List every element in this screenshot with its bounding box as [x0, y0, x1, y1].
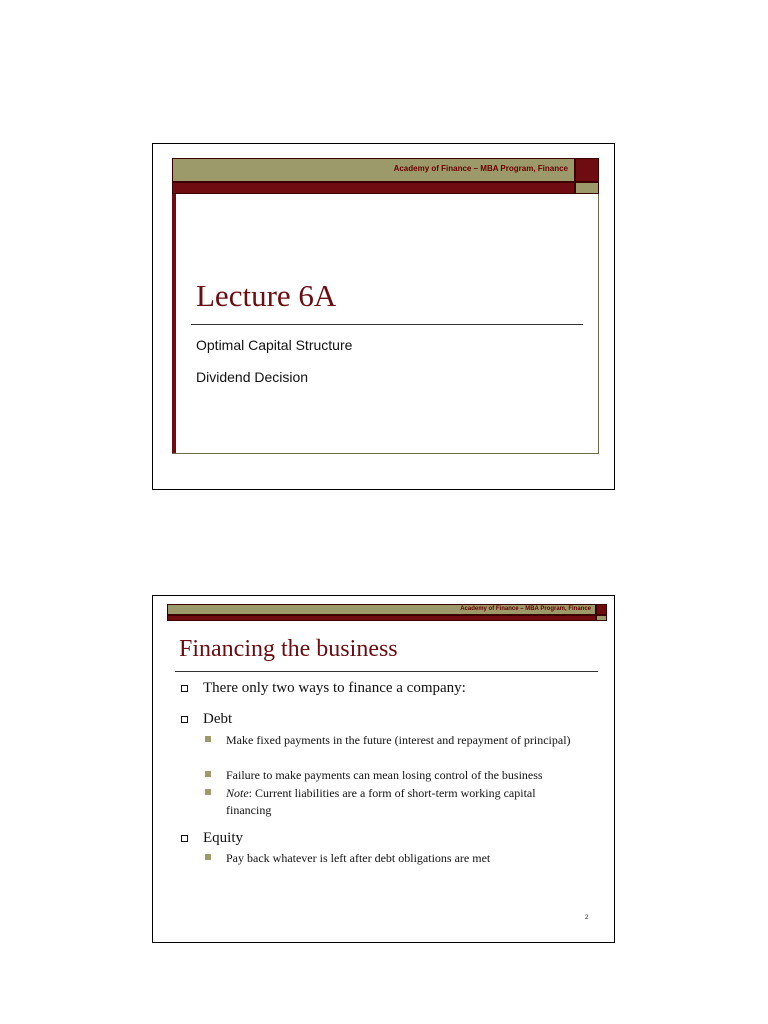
- slide-title: Lecture 6A: [196, 278, 337, 313]
- sub-bullet-text: Make fixed payments in the future (interest and repayment of principal): [226, 733, 571, 747]
- note-label: Note: [226, 786, 249, 800]
- slide-2: [152, 595, 615, 943]
- header-band: [167, 604, 596, 615]
- header-text: Academy of Finance – MBA Program, Finance: [393, 164, 568, 173]
- slide-1: [152, 143, 615, 490]
- left-accent-bar: [172, 194, 176, 453]
- filled-square-bullet-icon: [205, 854, 211, 860]
- slide-title: Financing the business: [179, 636, 398, 662]
- hollow-square-bullet-icon: [181, 716, 188, 723]
- sub-bullet-text: [226, 785, 571, 819]
- filled-square-bullet-icon: [205, 771, 211, 777]
- bullet-text: Debt: [203, 711, 233, 727]
- sub-bullet-text: Failure to make payments can mean losing control of the business: [226, 768, 543, 782]
- header-accent-block: [596, 615, 607, 621]
- subtitle-1: Optimal Capital Structure: [196, 337, 353, 353]
- bullet-text: There only two ways to finance a company:: [203, 680, 466, 696]
- subtitle-2: Dividend Decision: [196, 369, 309, 385]
- hollow-square-bullet-icon: [181, 835, 188, 842]
- header-accent-square: [596, 604, 607, 615]
- header-accent-block: [575, 182, 599, 194]
- header-band: [172, 158, 575, 182]
- header-text: Academy of Finance – MBA Program, Finance: [460, 606, 591, 612]
- title-divider: [175, 671, 598, 672]
- title-divider: [191, 324, 583, 325]
- page-number: 2: [585, 915, 589, 921]
- bullet-text: Equity: [203, 830, 243, 846]
- hollow-square-bullet-icon: [181, 685, 188, 692]
- filled-square-bullet-icon: [205, 789, 211, 795]
- header-accent-bar: [167, 615, 596, 621]
- header-accent-bar: [172, 182, 575, 194]
- note-text: : Current liabilities are a form of short-term working capital financing: [226, 786, 536, 817]
- header-accent-square: [575, 158, 599, 182]
- sub-bullet-text: Pay back whatever is left after debt obligations are met: [226, 851, 491, 865]
- filled-square-bullet-icon: [205, 736, 211, 742]
